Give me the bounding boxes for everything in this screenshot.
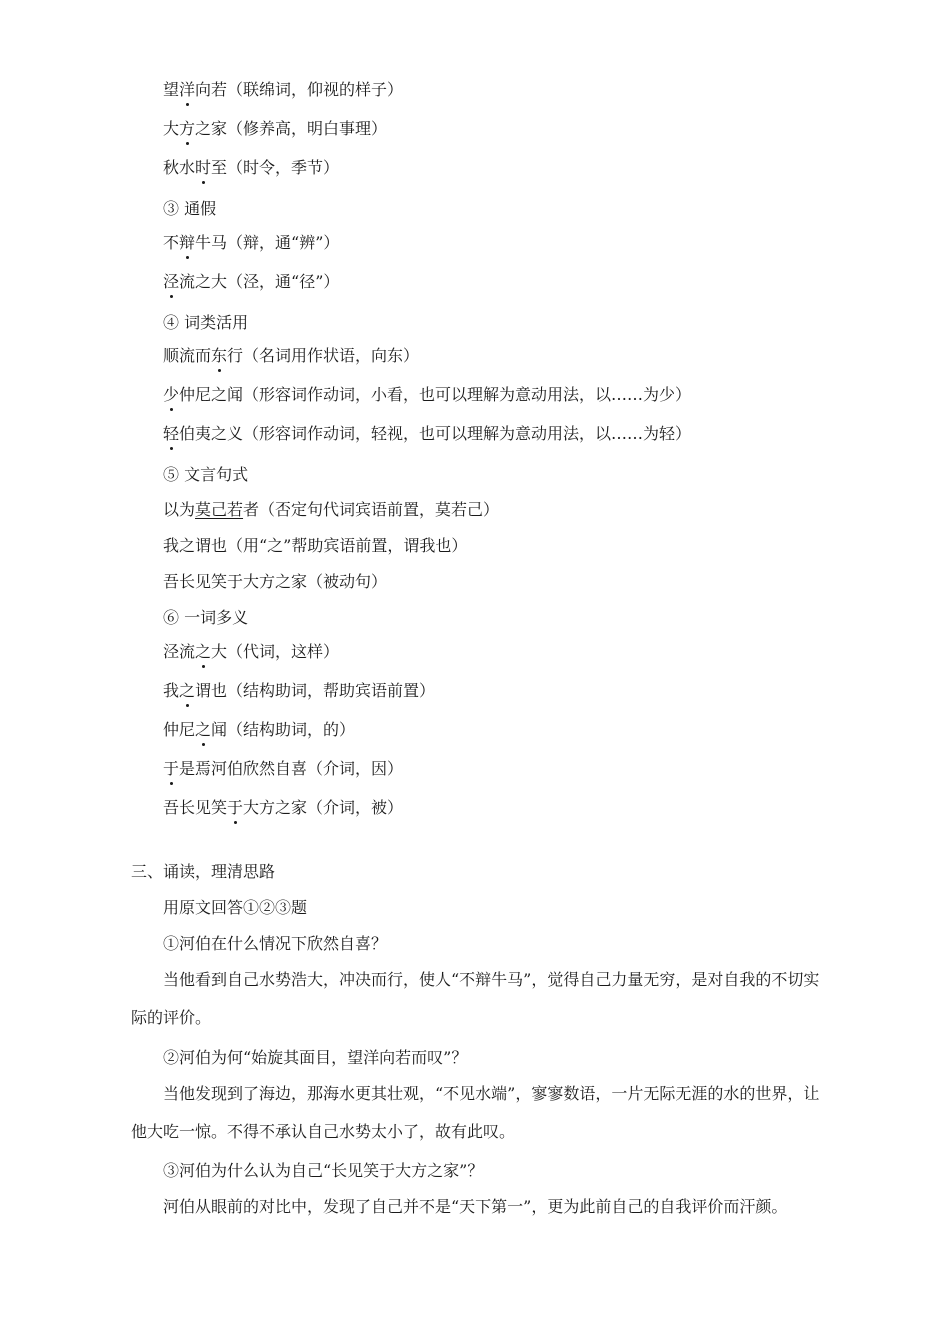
heading-huoyong: ④ 词类活用 <box>163 313 249 332</box>
duoyi-line-2 <box>163 681 435 701</box>
text-segment: 望 <box>163 80 180 99</box>
emphasis-dot-char: 于 <box>163 759 180 778</box>
duoyi-line-3 <box>163 720 355 740</box>
text-segment: 牛马（辩，通“辨”） <box>195 233 340 252</box>
question-2: ②河伯为何“始旋其面目，望洋向若而叹”？ <box>163 1048 468 1067</box>
answer-1: 当他看到自己水势浩大，冲决而行，使人“不辩牛马”，觉得自己力量无穷，是对自我的不切实际的评价。 <box>131 970 820 1027</box>
emphasis-dot-char: 东 <box>211 346 228 365</box>
text-segment: 不 <box>163 233 180 252</box>
emphasis-dot-char: 于 <box>227 798 244 817</box>
duoyi-line-5 <box>163 798 403 818</box>
jushi-line-1 <box>163 500 499 520</box>
text-segment: 泾流 <box>163 642 196 661</box>
tongjia-line-2 <box>163 272 339 292</box>
text-segment: 顺流而 <box>163 346 212 365</box>
text-segment: 向若（联绵词，仰视的样子） <box>195 80 404 99</box>
vocab-line-3 <box>163 158 339 178</box>
text-segment: 仲尼之闻（形容词作动词，小看，也可以理解为意动用法，以……为少） <box>179 385 692 404</box>
text-segment: 吾长见笑于大方之家（被动句） <box>163 572 388 591</box>
emphasis-dot-char: 方 <box>179 119 196 138</box>
text-segment: 者（否定句代词宾语前置，莫若己） <box>243 500 500 519</box>
text-segment: 吾长见笑 <box>163 798 228 817</box>
text-segment: 行（名词用作状语，向东） <box>227 346 420 365</box>
emphasis-dot-char: 泾 <box>163 272 180 291</box>
text-segment: 我 <box>163 681 180 700</box>
text-segment: 秋水 <box>163 158 196 177</box>
text-segment: 是焉河伯欣然自喜（介词，因） <box>179 759 404 778</box>
huoyong-line-3 <box>163 424 691 444</box>
question-3: ③河伯为什么认为自己“长见笑于大方之家”？ <box>163 1161 484 1180</box>
question-1: ①河伯在什么情况下欣然自喜？ <box>163 934 388 953</box>
text-segment: 大方之家（介词，被） <box>243 798 404 817</box>
duoyi-line-4 <box>163 759 403 779</box>
heading-jushi: ⑤ 文言句式 <box>163 465 249 484</box>
emphasis-dot-char: 之 <box>179 681 196 700</box>
emphasis-dot-char: 少 <box>163 385 180 404</box>
text-segment: 我之谓也（用“之”帮助宾语前置，谓我也） <box>163 536 468 555</box>
emphasis-dot-char: 洋 <box>179 80 196 99</box>
text-segment: 仲尼 <box>163 720 196 739</box>
vocab-line-2 <box>163 119 387 139</box>
text-segment: 伯夷之义（形容词作动词，轻视，也可以理解为意动用法，以……为轻） <box>179 424 692 443</box>
text-segment: 流之大（泾，通“径”） <box>179 272 340 291</box>
text-segment: 大 <box>163 119 180 138</box>
jushi-line-2 <box>163 536 467 556</box>
text-segment: 之家（修养高，明白事理） <box>195 119 388 138</box>
answer-2: 当他发现到了海边，那海水更其壮观，“不见水端”，寥寥数语，一片无际无涯的水的世界，让他大吃一惊。不得不承认自己水势太小了，故有此叹。 <box>131 1084 820 1141</box>
emphasis-dot-char: 轻 <box>163 424 180 443</box>
text-segment: 以为 <box>163 500 196 519</box>
underlined-text: 莫己若 <box>195 500 244 519</box>
answer-3: 河伯从眼前的对比中，发现了自己并不是“天下第一”，更为此前自己的自我评价而汗颜。 <box>163 1197 788 1216</box>
text-segment: 谓也（结构助词，帮助宾语前置） <box>195 681 436 700</box>
tongjia-line-1 <box>163 233 339 253</box>
emphasis-dot-char: 辩 <box>179 233 196 252</box>
emphasis-dot-char: 之 <box>195 642 212 661</box>
section-title: 三、诵读，理清思路 <box>131 862 276 881</box>
jushi-line-3 <box>163 572 387 592</box>
section-intro: 用原文回答①②③题 <box>163 898 308 917</box>
huoyong-line-2 <box>163 385 691 405</box>
emphasis-dot-char: 时 <box>195 158 212 177</box>
text-segment: 闻（结构助词，的） <box>211 720 356 739</box>
heading-tongjia: ③ 通假 <box>163 199 217 218</box>
text-segment: 至（时令，季节） <box>211 158 340 177</box>
duoyi-line-1 <box>163 642 339 662</box>
huoyong-line-1 <box>163 346 419 366</box>
text-segment: 大（代词，这样） <box>211 642 340 661</box>
heading-duoyi: ⑥ 一词多义 <box>163 608 249 627</box>
emphasis-dot-char: 之 <box>195 720 212 739</box>
vocab-line-1 <box>163 80 403 100</box>
